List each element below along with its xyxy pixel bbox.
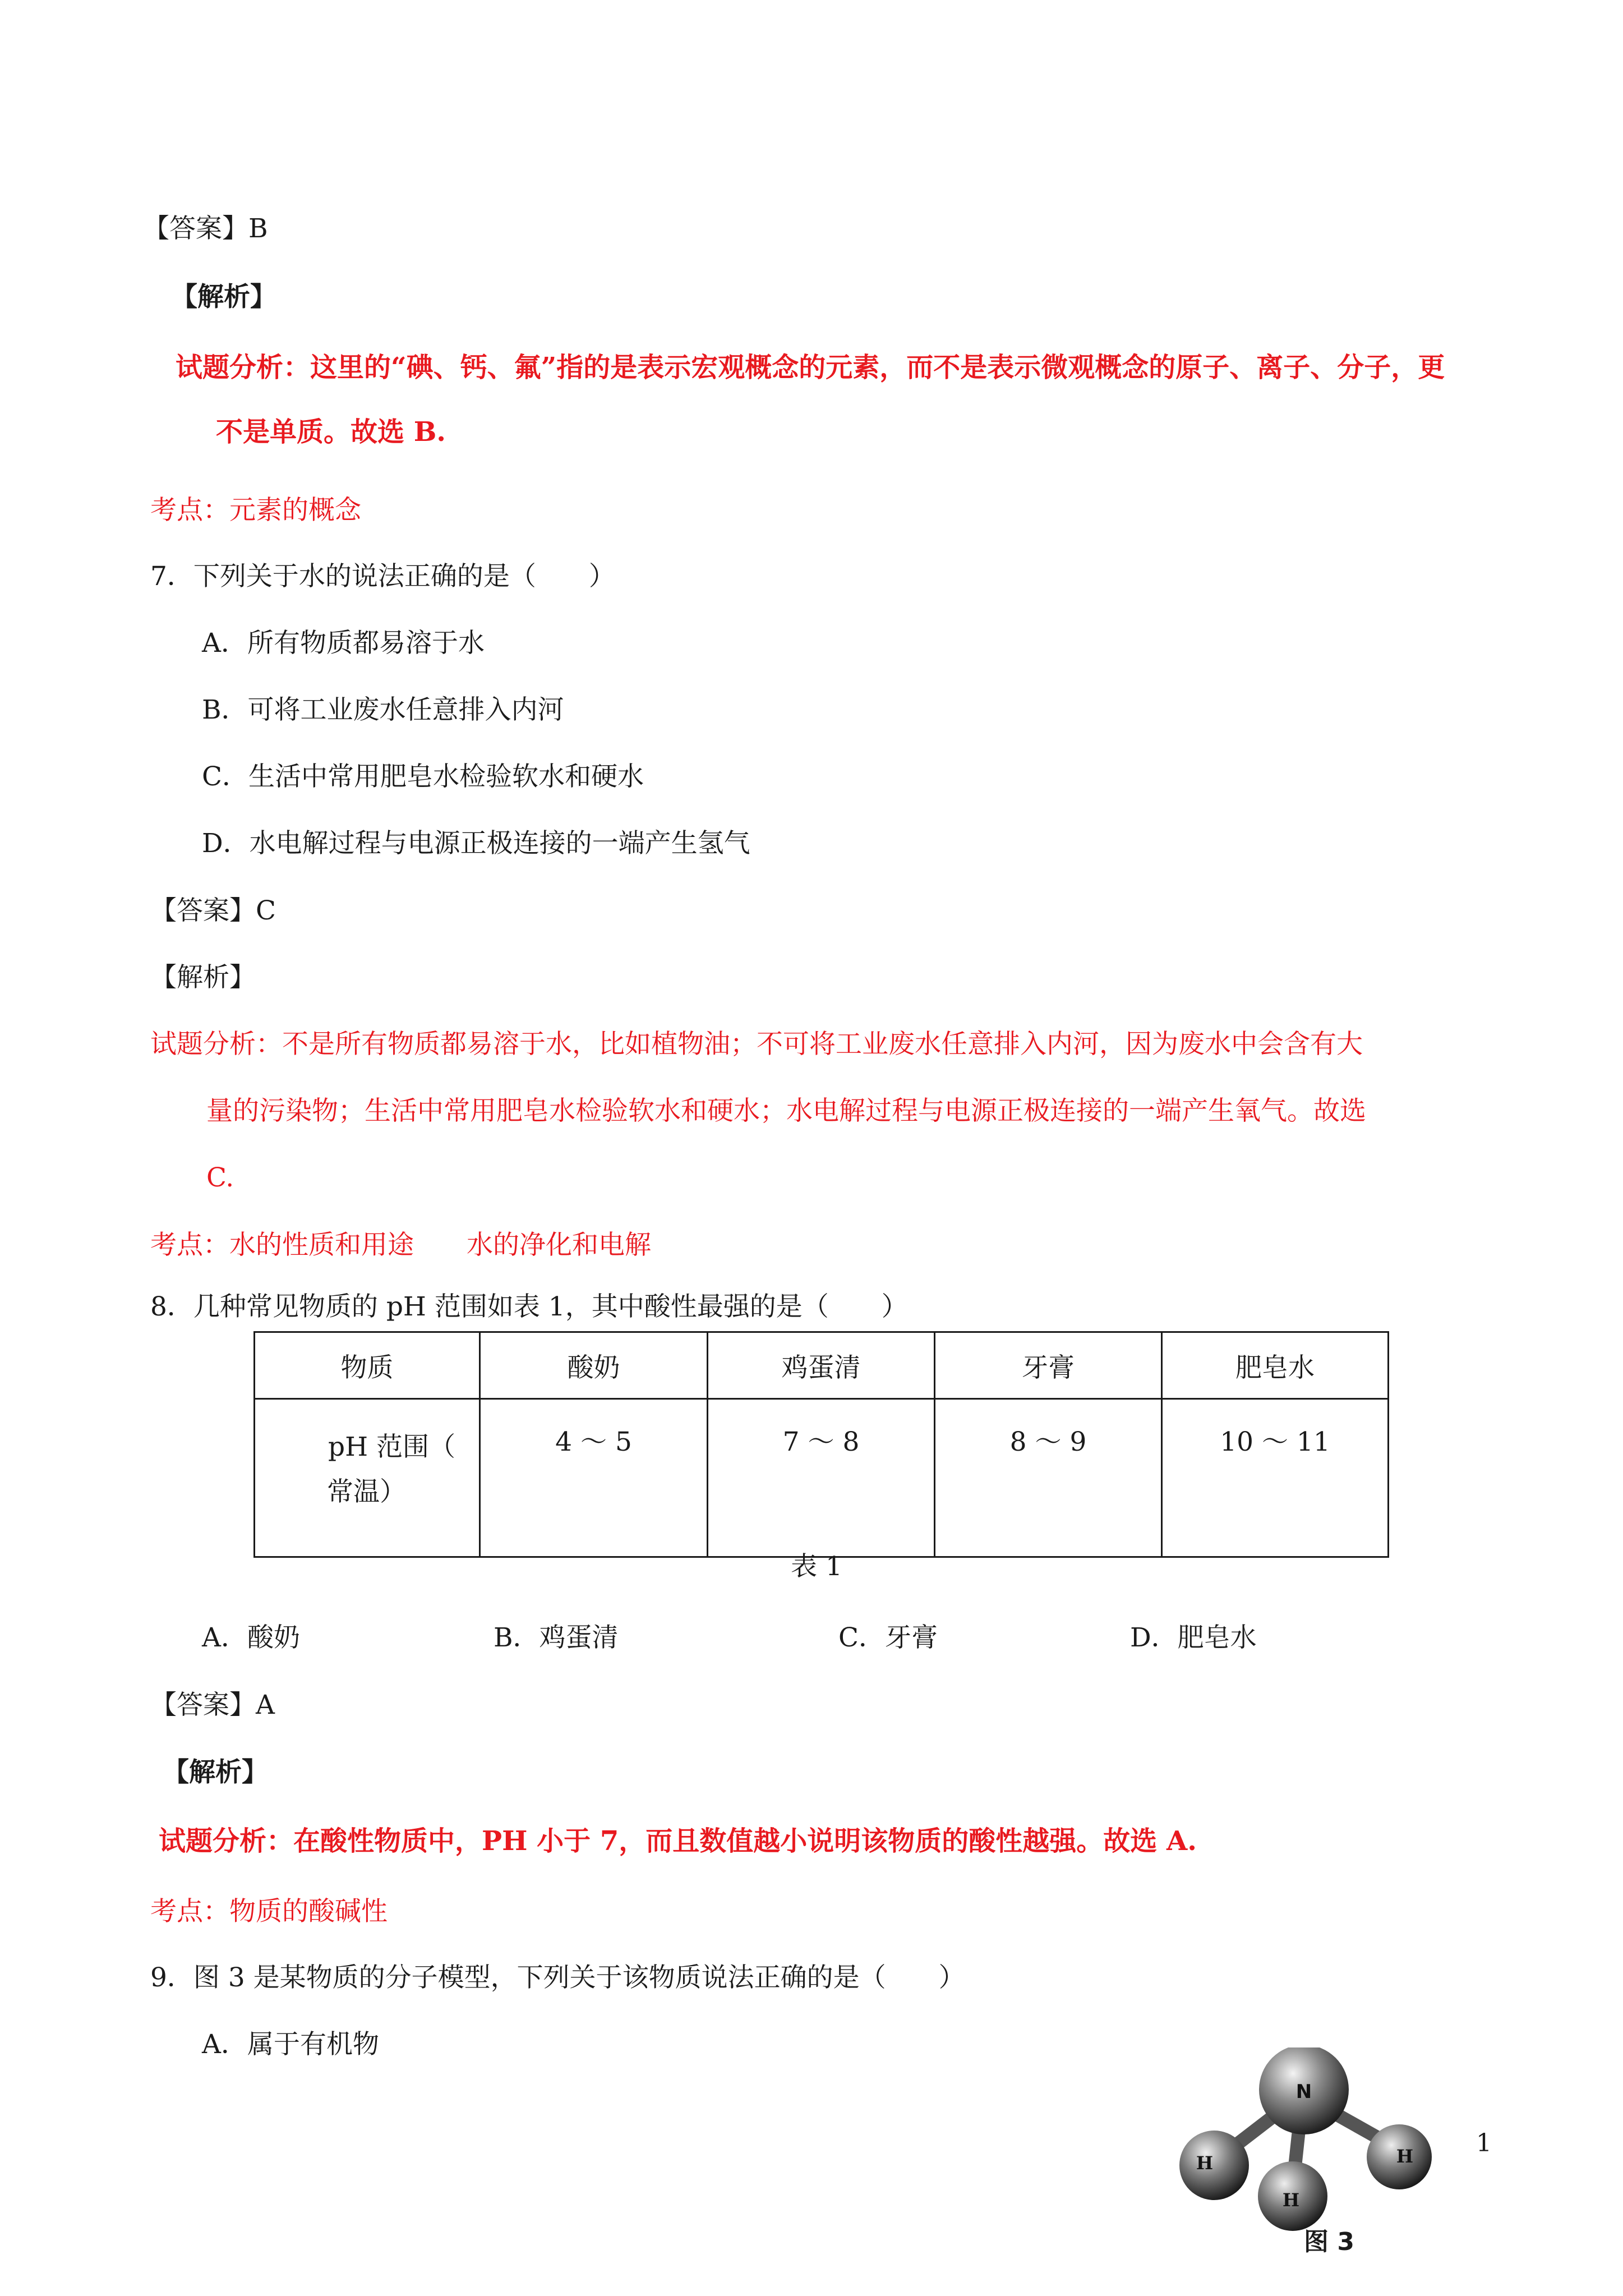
q8-option-c: C．牙膏: [838, 1622, 938, 1653]
q7-answer: 【答案】C: [150, 895, 276, 926]
ph-table-header: 肥皂水: [1162, 1332, 1389, 1399]
q7-option-b: B．可将工业废水任意排入内河: [202, 694, 564, 725]
q7-option-a: A．所有物质都易溶于水: [202, 628, 485, 659]
q7-analysis-line-3: C.: [206, 1162, 234, 1193]
q8-option-b: B．鸡蛋清: [494, 1622, 619, 1653]
ph-value-cell: 10 ～ 11: [1162, 1399, 1389, 1557]
q7-option-d: D．水电解过程与电源正极连接的一端产生氢气: [202, 828, 750, 859]
q6-analysis-line-1: 试题分析：这里的“碘、钙、氟”指的是表示宏观概念的元素，而不是表示微观概念的原子、离子、分子，更: [176, 352, 1445, 383]
q8-analysis-title: 【解析】: [163, 1757, 268, 1788]
ph-table-header-row: [255, 1332, 1389, 1399]
q9-option-a: A．属于有机物: [202, 2029, 379, 2060]
ph-range-label: [255, 1399, 480, 1557]
q8-option-a: A．酸奶: [202, 1622, 300, 1653]
q9-question: 9．图 3 是某物质的分子模型，下列关于该物质说法正确的是（ ）: [150, 1962, 965, 1993]
page-number: 1: [1476, 2129, 1492, 2157]
q8-question: 8．几种常见物质的 pH 范围如表 1，其中酸性最强的是（ ）: [150, 1291, 908, 1322]
q7-analysis-title: 【解析】: [150, 962, 256, 993]
molecule-model-figure: [1166, 2047, 1481, 2249]
q7-question: 7．下列关于水的说法正确的是（ ）: [150, 561, 615, 592]
ph-value-cell: 4 ～ 5: [480, 1399, 708, 1557]
q6-analysis-line-2: 不是单质。故选 B.: [216, 416, 446, 448]
q6-topic: 考点：元素的概念: [150, 495, 361, 526]
ph-table-header: 酸奶: [480, 1332, 708, 1399]
q6-answer: 【答案】B: [143, 213, 268, 244]
q7-analysis-line-1: 试题分析：不是所有物质都易溶于水，比如植物油；不可将工业废水任意排入内河，因为废水中会含有大: [150, 1029, 1363, 1060]
q8-analysis-line-1: 试题分析：在酸性物质中，PH 小于 7，而且数值越小说明该物质的酸性越强。故选 A.: [159, 1825, 1197, 1857]
ph-table-header: 鸡蛋清: [708, 1332, 935, 1399]
q8-topic: 考点：物质的酸碱性: [150, 1896, 388, 1927]
q7-analysis-line-2: 量的污染物；生活中常用肥皂水检验软水和硬水；水电解过程与电源正极连接的一端产生氧气。故选: [206, 1096, 1366, 1126]
ph-range-label-line-1: pH 范围（: [328, 1432, 456, 1462]
ph-table: [253, 1331, 1389, 1558]
q6-analysis-title: 【解析】: [171, 282, 276, 312]
ph-table-header: 牙膏: [935, 1332, 1162, 1399]
h-atom-bottom-label: H: [1282, 2189, 1300, 2211]
n-atom-label: N: [1295, 2081, 1312, 2103]
ph-value-cell: 8 ～ 9: [935, 1399, 1162, 1557]
h-atom-left-label: H: [1196, 2152, 1214, 2174]
ph-range-label-line-2: 常温）: [327, 1476, 406, 1507]
h-atom-right-label: H: [1396, 2146, 1414, 2167]
ph-table-value-row: [255, 1399, 1389, 1557]
ph-table-header: 物质: [255, 1332, 480, 1399]
q8-answer: 【答案】A: [150, 1690, 275, 1720]
figure-label: 图 3: [1304, 2228, 1354, 2256]
h-atom-left: [1179, 2131, 1249, 2200]
q7-option-c: C．生活中常用肥皂水检验软水和硬水: [202, 761, 644, 792]
q7-topic: 考点：水的性质和用途 水的净化和电解: [150, 1230, 651, 1260]
table-caption: 表 1: [791, 1551, 842, 1582]
ph-value-cell: 7 ～ 8: [708, 1399, 935, 1557]
q8-option-d: D．肥皂水: [1130, 1622, 1257, 1653]
